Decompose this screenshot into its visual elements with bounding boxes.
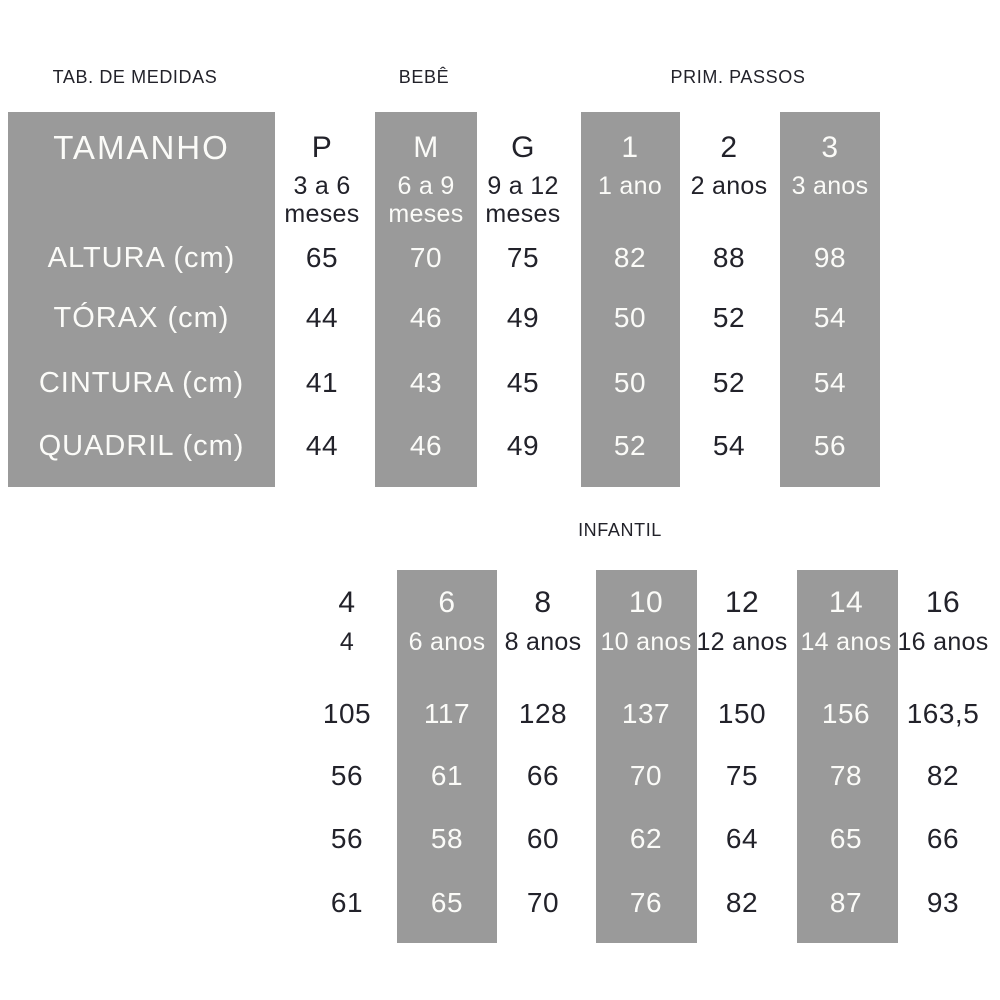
lower-col-16-age: 16 anos xyxy=(897,628,989,656)
table-cell-torax-4: 56 xyxy=(330,760,364,791)
corner-label-tamanho: TAMANHO xyxy=(53,129,230,166)
table-cell-cintura-g: 45 xyxy=(506,367,540,398)
row-label-quadril: QUADRIL (cm) xyxy=(38,430,245,462)
upper-col-p-age: 3 a 6 xyxy=(293,172,351,200)
table-cell-altura-14: 156 xyxy=(821,698,871,729)
table-cell-altura-4: 105 xyxy=(322,698,372,729)
table-cell-torax-10: 70 xyxy=(629,760,663,791)
section-header-prim-passos: PRIM. PASSOS xyxy=(670,67,806,87)
table-cell-altura-3: 98 xyxy=(813,242,847,273)
table-cell-cintura-12: 64 xyxy=(725,823,759,854)
lower-col-8-size: 8 xyxy=(534,586,552,619)
lower-col-8-age: 8 anos xyxy=(504,628,582,656)
table-cell-cintura-4: 56 xyxy=(330,823,364,854)
lower-col-12-age: 12 anos xyxy=(696,628,788,656)
table-cell-altura-2: 88 xyxy=(712,242,746,273)
table-cell-cintura-14: 65 xyxy=(829,823,863,854)
lower-col-6-age: 6 anos xyxy=(408,628,486,656)
upper-col-m-age: 6 a 9 xyxy=(397,172,455,200)
row-label-torax: TÓRAX (cm) xyxy=(53,302,230,334)
table-cell-cintura-6: 58 xyxy=(430,823,464,854)
lower-col-14-age: 14 anos xyxy=(800,628,892,656)
table-cell-altura-8: 128 xyxy=(518,698,568,729)
table-cell-torax-12: 75 xyxy=(725,760,759,791)
table-cell-torax-2: 52 xyxy=(712,302,746,333)
table-cell-cintura-8: 60 xyxy=(526,823,560,854)
table-cell-quadril-8: 70 xyxy=(526,887,560,918)
table-cell-cintura-m: 43 xyxy=(409,367,443,398)
table-cell-torax-g: 49 xyxy=(506,302,540,333)
table-cell-altura-6: 117 xyxy=(423,698,471,729)
table-cell-altura-12: 150 xyxy=(717,698,767,729)
lower-col-4-size: 4 xyxy=(338,586,356,619)
table-cell-cintura-p: 41 xyxy=(305,367,339,398)
lower-col-12-size: 12 xyxy=(724,586,760,619)
table-cell-altura-16: 163,5 xyxy=(906,698,980,729)
table-cell-torax-8: 66 xyxy=(526,760,560,791)
upper-col-1-size: 1 xyxy=(621,131,639,164)
table-cell-altura-1: 82 xyxy=(613,242,647,273)
table-cell-quadril-m: 46 xyxy=(409,430,443,461)
upper-col-m-size: M xyxy=(413,131,439,164)
table-cell-cintura-3: 54 xyxy=(813,367,847,398)
table-cell-cintura-10: 62 xyxy=(629,823,663,854)
table-cell-torax-3: 54 xyxy=(813,302,847,333)
table-cell-torax-1: 50 xyxy=(613,302,647,333)
table-cell-torax-p: 44 xyxy=(305,302,339,333)
upper-col-p-size: P xyxy=(311,131,333,164)
lower-col-4-age: 4 xyxy=(339,628,355,656)
table-cell-torax-m: 46 xyxy=(409,302,443,333)
table-cell-quadril-4: 61 xyxy=(330,887,364,918)
upper-col-2-age: 2 anos xyxy=(690,172,768,200)
upper-col-2-size: 2 xyxy=(720,131,738,164)
section-header-tab-medidas: TAB. DE MEDIDAS xyxy=(52,67,218,87)
lower-col-6-size: 6 xyxy=(438,586,456,619)
upper-col-g-age2: meses xyxy=(485,200,561,228)
table-cell-altura-10: 137 xyxy=(621,698,671,729)
table-cell-cintura-16: 66 xyxy=(926,823,960,854)
lower-col-16-size: 16 xyxy=(925,586,961,619)
table-cell-altura-g: 75 xyxy=(506,242,540,273)
table-cell-torax-6: 61 xyxy=(430,760,464,791)
table-cell-quadril-10: 76 xyxy=(629,887,663,918)
table-cell-quadril-12: 82 xyxy=(725,887,759,918)
upper-col-g-size: G xyxy=(511,131,535,164)
upper-col-g-age: 9 a 12 xyxy=(487,172,559,200)
upper-col-m-age2: meses xyxy=(388,200,464,228)
row-label-cintura: CINTURA (cm) xyxy=(38,367,245,399)
section-header-infantil: INFANTIL xyxy=(578,520,662,540)
table-cell-cintura-1: 50 xyxy=(613,367,647,398)
table-cell-quadril-6: 65 xyxy=(430,887,464,918)
table-cell-torax-14: 78 xyxy=(829,760,863,791)
lower-col-10-size: 10 xyxy=(628,586,664,619)
table-cell-quadril-1: 52 xyxy=(613,430,647,461)
upper-col-3-size: 3 xyxy=(821,131,839,164)
lower-col-10-age: 10 anos xyxy=(600,628,692,656)
table-cell-quadril-14: 87 xyxy=(829,887,863,918)
row-label-altura: ALTURA (cm) xyxy=(47,242,236,274)
table-cell-quadril-16: 93 xyxy=(926,887,960,918)
table-cell-altura-m: 70 xyxy=(409,242,443,273)
table-cell-quadril-2: 54 xyxy=(712,430,746,461)
table-cell-altura-p: 65 xyxy=(305,242,339,273)
table-cell-quadril-3: 56 xyxy=(813,430,847,461)
section-header-bebe: BEBÊ xyxy=(398,67,450,87)
upper-col-3-age: 3 anos xyxy=(791,172,869,200)
upper-col-1-age: 1 ano xyxy=(597,172,663,200)
table-cell-quadril-p: 44 xyxy=(305,430,339,461)
table-cell-quadril-g: 49 xyxy=(506,430,540,461)
table-cell-cintura-2: 52 xyxy=(712,367,746,398)
lower-col-14-size: 14 xyxy=(828,586,864,619)
upper-col-p-age2: meses xyxy=(284,200,360,228)
table-cell-torax-16: 82 xyxy=(926,760,960,791)
